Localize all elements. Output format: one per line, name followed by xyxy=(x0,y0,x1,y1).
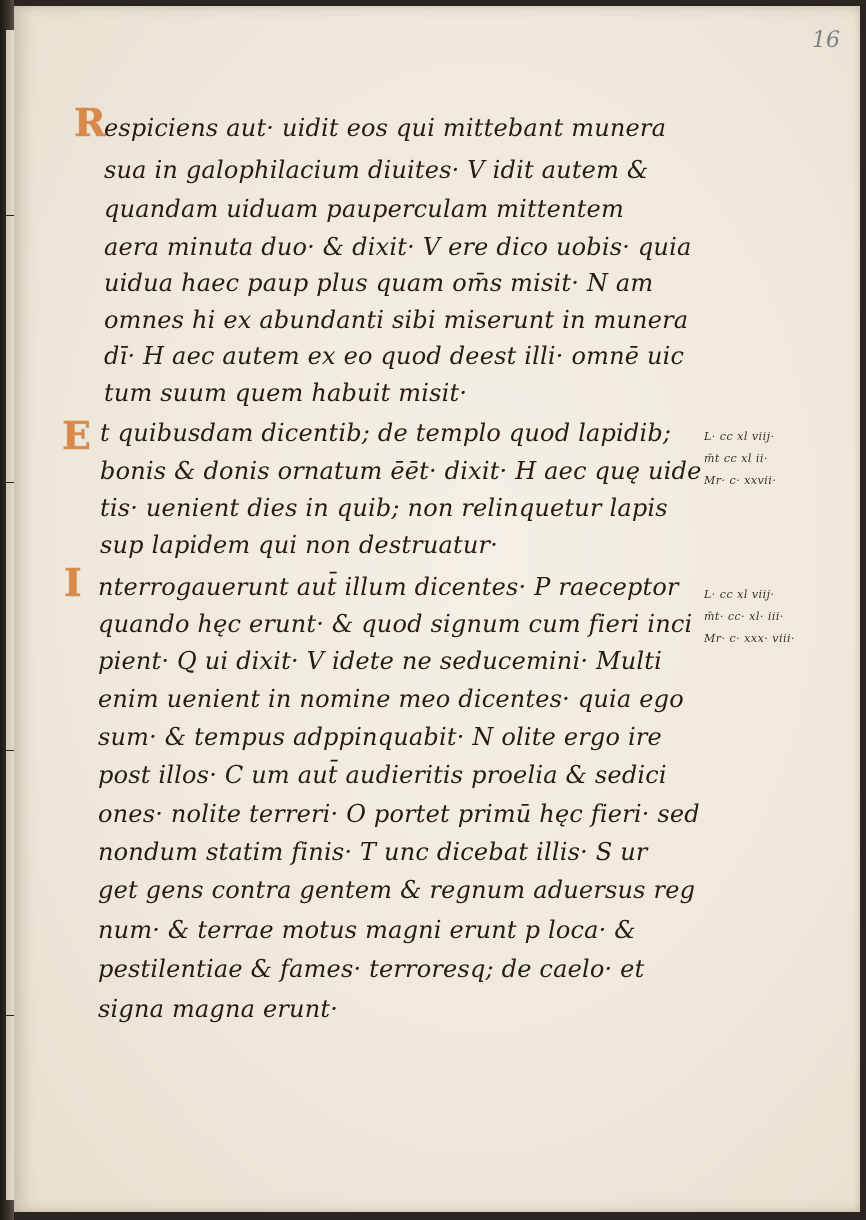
folio-number: 16 xyxy=(812,28,840,53)
text-line: get gens contra gentem & regnum aduersus reg xyxy=(98,876,696,904)
text-line: tum suum quem habuit misit· xyxy=(104,379,468,407)
margin-note: L· cc xl viij· xyxy=(704,430,775,443)
margin-note: Mr· c· xxvii· xyxy=(704,474,777,487)
initial-letter: E xyxy=(62,413,91,458)
margin-note: Mr· c· xxx· viii· xyxy=(704,632,796,645)
text-line: sup lapidem qui non destruatur· xyxy=(100,531,499,559)
text-line: uidua haec paup plus quam om̄s misit· N am xyxy=(104,269,654,297)
text-line: quando hęc erunt· & quod signum cum fieri inci xyxy=(98,610,693,638)
text-line: sum· & tempus adppinquabit· N olite ergo ire xyxy=(98,723,662,751)
text-line: num· & terrae motus magni erunt p loca· & xyxy=(98,916,636,944)
text-line: omnes hi ex abundanti sibi miserunt in munera xyxy=(104,306,689,334)
margin-note: L· cc xl viij· xyxy=(704,588,775,601)
text-line: enim uenient in nomine meo dicentes· quia ego xyxy=(98,685,684,713)
text-line: quandam uiduam pauperculam mittentem xyxy=(104,195,624,223)
text-line: bonis & donis ornatum ēēt· dixit· H aec quę uide xyxy=(100,457,702,485)
text-line: pestilentiae & fames· terroresq; de caelo· et xyxy=(98,955,645,983)
text-line: post illos· C um aut̄ audieritis proelia & sedici xyxy=(98,761,667,789)
text-line: nondum statim finis· T unc dicebat illis· S ur xyxy=(98,838,648,866)
initial-letter: I xyxy=(64,560,82,605)
text-line: nterrogauerunt aut̄ illum dicentes· P raeceptor xyxy=(98,573,679,601)
text-line: ones· nolite terreri· O portet primū hęc fieri· sed xyxy=(98,800,700,828)
text-line: dī· H aec autem ex eo quod deest illi· omnē uic xyxy=(104,342,685,370)
text-line: pient· Q ui dixit· V idete ne seducemini· Multi xyxy=(98,647,663,675)
text-line: signa magna erunt· xyxy=(98,995,339,1023)
margin-note: m̄t· cc· xl· iii· xyxy=(704,610,784,623)
initial-letter: R xyxy=(74,100,106,145)
text-line: sua in galophilacium diuites· V idit autem & xyxy=(104,156,649,184)
manuscript-leaf xyxy=(14,6,860,1212)
text-line: espiciens aut· uidit eos qui mittebant munera xyxy=(104,114,667,142)
text-line: aera minuta duo· & dixit· V ere dico uobis· quia xyxy=(104,233,692,261)
text-line: tis· uenient dies in quib; non relinquetur lapis xyxy=(100,494,668,522)
margin-note: m̄t cc xl ii· xyxy=(704,452,768,465)
text-line: t quibusdam dicentib; de templo quod lapidib; xyxy=(100,419,672,447)
